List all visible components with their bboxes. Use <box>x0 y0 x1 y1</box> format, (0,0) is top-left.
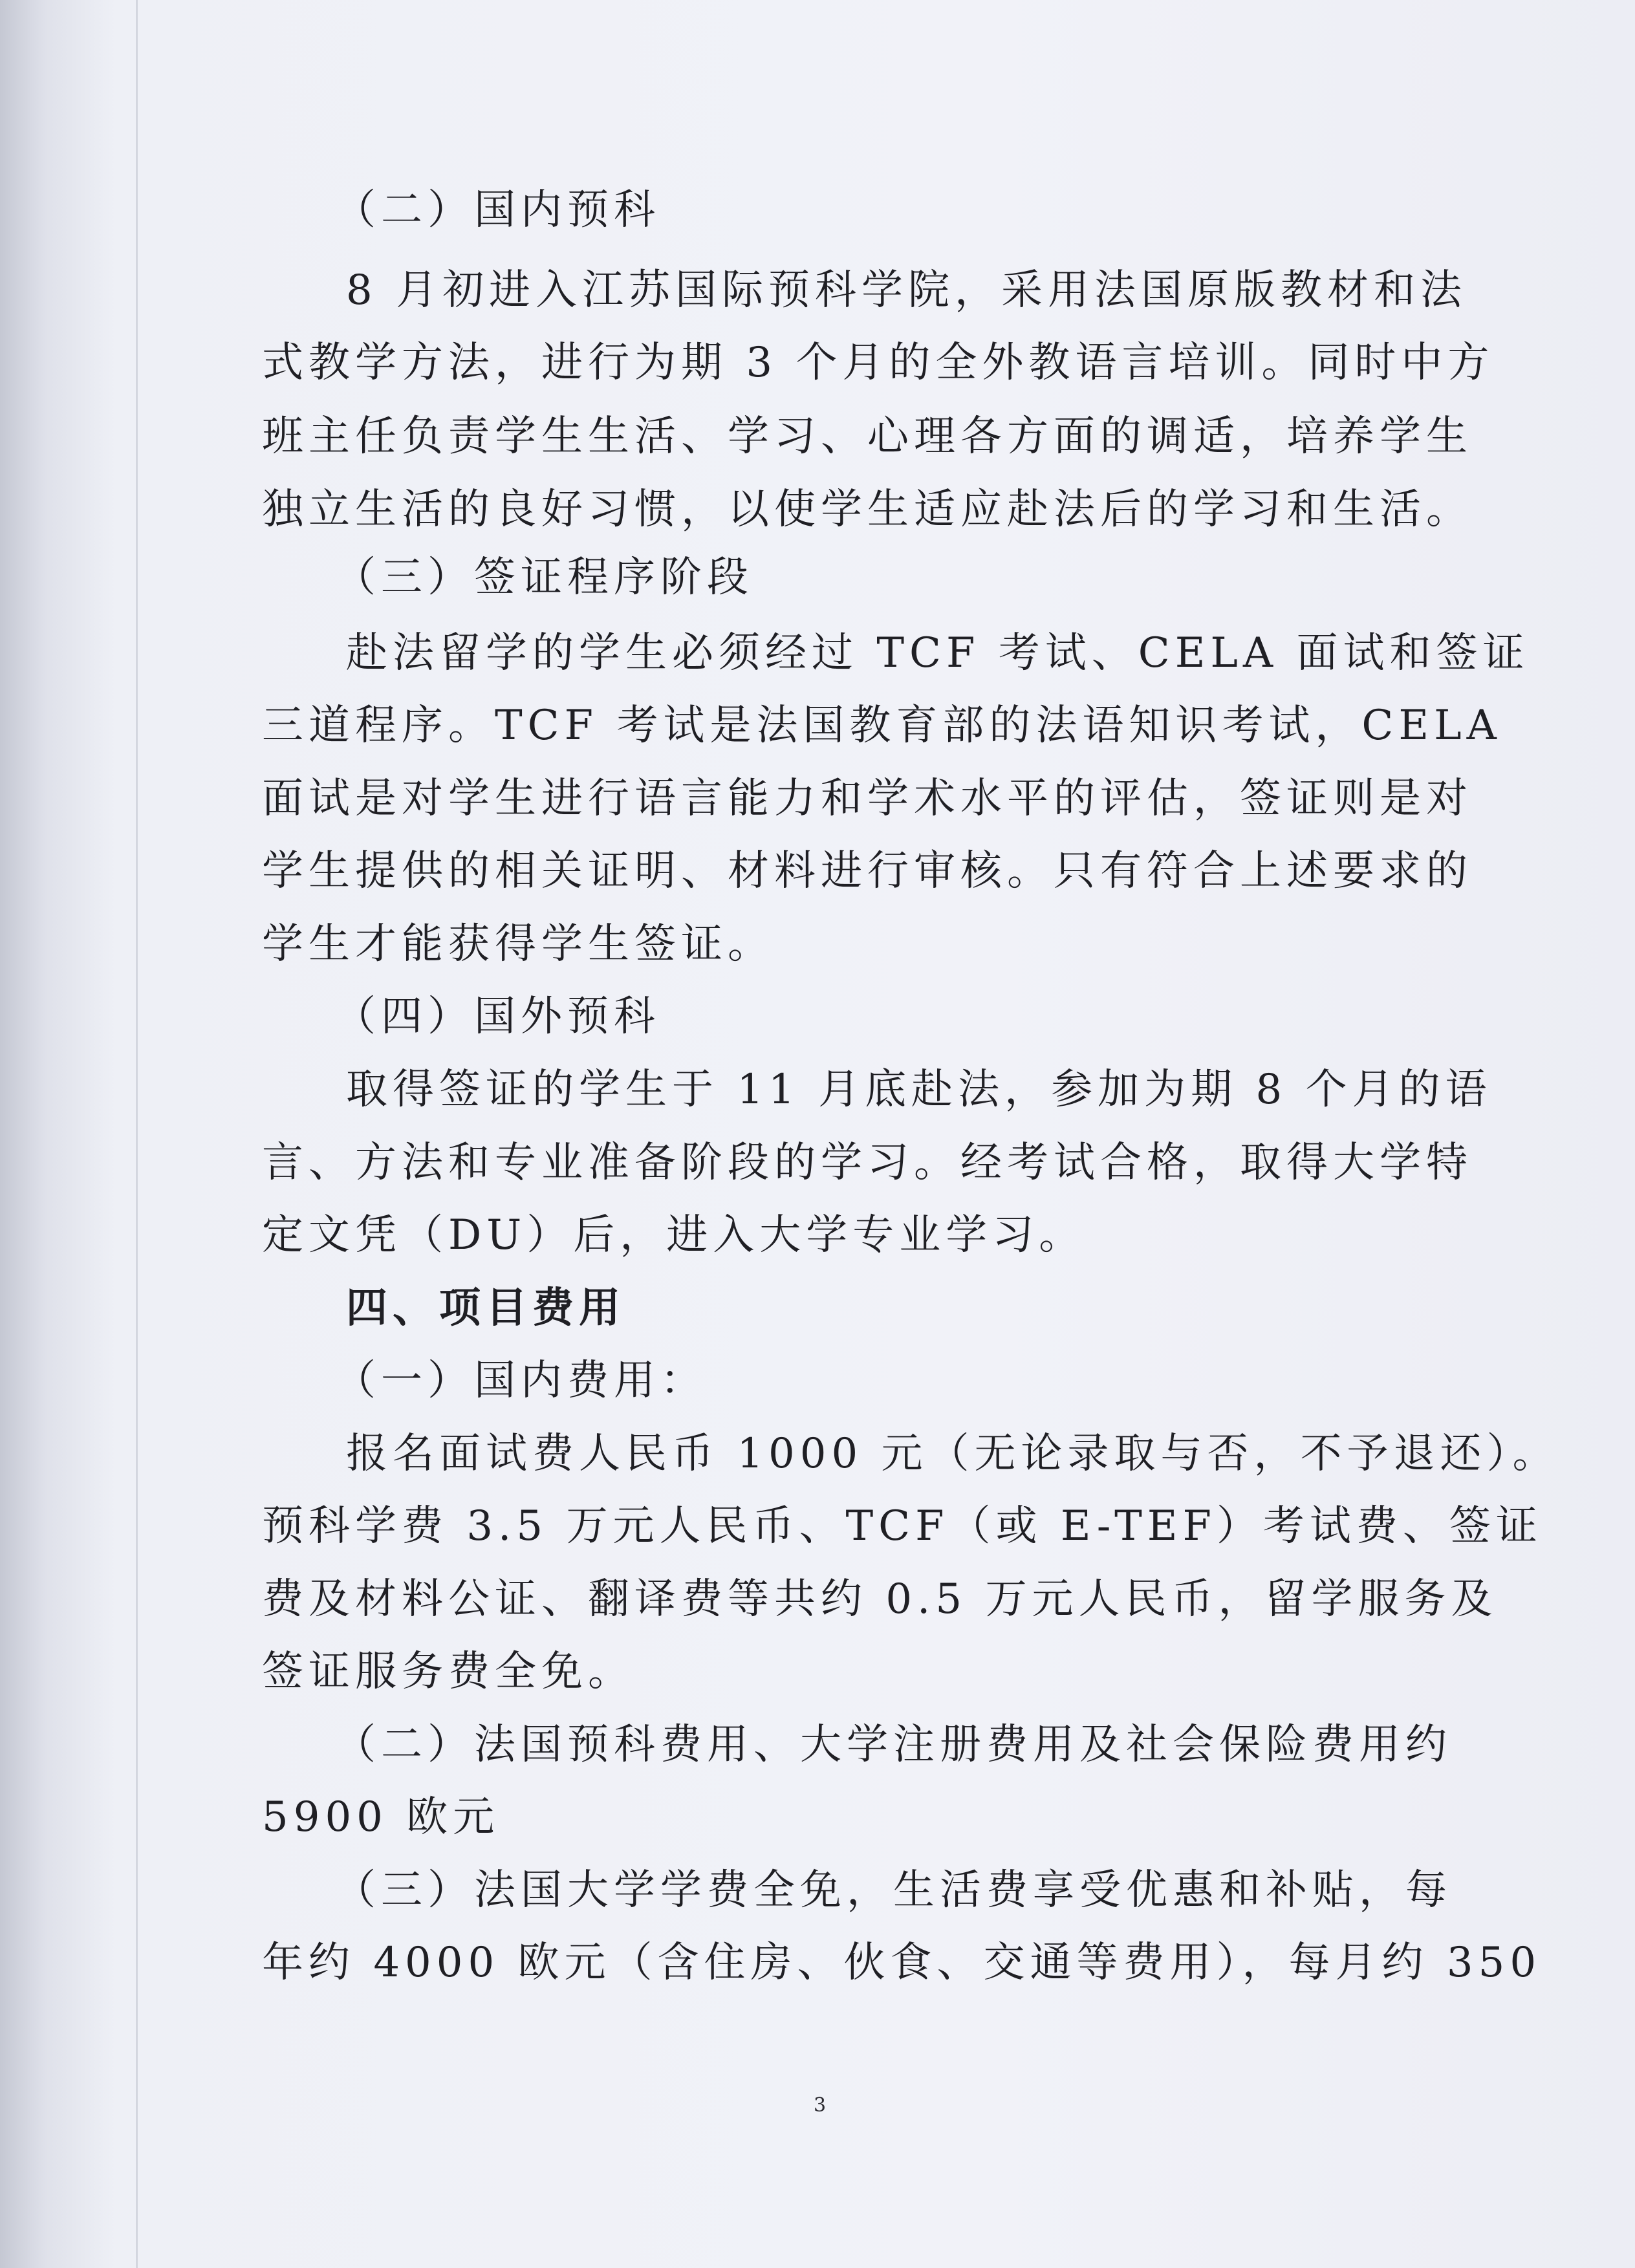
subheading-university-fees: （三）法国大学学费全免，生活费享受优惠和补贴，每 <box>334 1866 1452 1914</box>
paragraph-line: 独立生活的良好习惯，以使学生适应赴法后的学习和生活。 <box>262 486 1473 534</box>
paragraph-line: 言、方法和专业准备阶段的学习。经考试合格，取得大学特 <box>262 1139 1473 1187</box>
page-number: 3 <box>814 2094 827 2117</box>
paragraph-line: 年约 4000 欧元（含住房、伙食、交通等费用），每月约 350 <box>262 1939 1542 1987</box>
section-heading-domestic-prep: （二）国内预科 <box>334 186 660 234</box>
section-heading-project-fees: 四、项目费用 <box>346 1284 625 1332</box>
paragraph-line: 取得签证的学生于 11 月底赴法，参加为期 8 个月的语 <box>346 1066 1492 1114</box>
paragraph-line: 式教学方法，进行为期 3 个月的全外教语言培训。同时中方 <box>262 339 1495 387</box>
paragraph-line: 定文凭（DU）后，进入大学专业学习。 <box>262 1211 1086 1259</box>
paragraph-line: 签证服务费全免。 <box>262 1648 634 1696</box>
subheading-domestic-fees: （一）国内费用： <box>334 1357 707 1405</box>
subheading-france-prep-fees: （二）法国预科费用、大学注册费用及社会保险费用约 <box>334 1721 1452 1769</box>
paragraph-line: 5900 欧元 <box>262 1793 500 1841</box>
section-heading-visa: （三）签证程序阶段 <box>334 554 753 601</box>
paragraph-line: 赴法留学的学生必须经过 TCF 考试、CELA 面试和签证 <box>346 629 1530 677</box>
paragraph-line: 学生提供的相关证明、材料进行审核。只有符合上述要求的 <box>262 847 1473 895</box>
paragraph-line: 报名面试费人民币 1000 元（无论录取与否，不予退还）。 <box>346 1430 1559 1478</box>
paragraph-line: 三道程序。TCF 考试是法国教育部的法语知识考试，CELA <box>262 702 1502 750</box>
binding-shadow <box>0 0 116 2268</box>
paragraph-line: 8 月初进入江苏国际预科学院，采用法国原版教材和法 <box>346 266 1467 314</box>
page-crease <box>136 0 138 2268</box>
paragraph-line: 班主任负责学生生活、学习、心理各方面的调适，培养学生 <box>262 413 1473 460</box>
paragraph-line: 学生才能获得学生签证。 <box>262 920 774 968</box>
paragraph-line: 预科学费 3.5 万元人民币、TCF（或 E-TEF）考试费、签证 <box>262 1502 1543 1550</box>
section-heading-overseas-prep: （四）国外预科 <box>334 993 660 1041</box>
paragraph-line: 面试是对学生进行语言能力和学术水平的评估，签证则是对 <box>262 775 1473 823</box>
paragraph-line: 费及材料公证、翻译费等共约 0.5 万元人民币，留学服务及 <box>262 1575 1498 1623</box>
